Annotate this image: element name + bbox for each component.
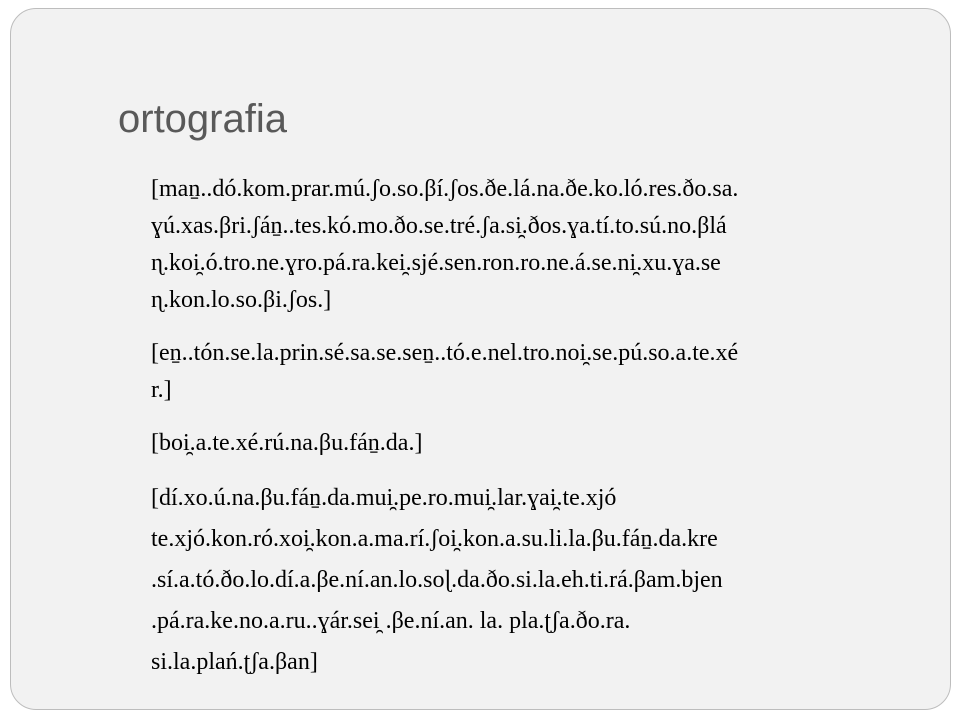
transcription-line: [eṉ..tón.se.la.prin.sé.sa.se.seṉ..tó.e.nel.tro.noi̯.se.pú.so.a.te.xé bbox=[151, 340, 739, 366]
transcription-line: [boi̯.a.te.xé.rú.na.βu.fáṉ.da.] bbox=[151, 430, 423, 456]
transcription-line: [dí.xo.ú.na.βu.fáṉ.da.mui̯.pe.ro.mui̯.lar.ɣai̯.te.xjó bbox=[151, 485, 617, 511]
transcription-line: te.xjó.kon.ró.xoi̯.kon.a.ma.rí.ʃoi̯.kon.a.su.li.la.βu.fáṉ.da.kre bbox=[151, 526, 718, 552]
transcription-line: ɳ.koi̯.ó.tro.ne.ɣro.pá.ra.kei̯.sjé.sen.ron.ro.ne.á.se.ni̯.xu.ɣa.se bbox=[151, 250, 721, 276]
slide bbox=[10, 8, 951, 710]
transcription-paragraph-1 bbox=[129, 171, 919, 319]
slide-title: ortografia bbox=[118, 97, 287, 141]
transcription-line: r.] bbox=[151, 377, 172, 403]
transcription-line: ɣú.xas.βri.ʃáṉ..tes.kó.mo.ðo.se.tré.ʃa.si̯.ðos.ɣa.tí.to.sú.no.βlá bbox=[151, 213, 727, 239]
transcription-line: [maṉ..dó.kom.prar.mú.ʃo.so.βí.ʃos.ðe.lá.na.ðe.ko.ló.res.ðo.sa. bbox=[151, 176, 739, 202]
transcription-paragraph-4 bbox=[129, 478, 919, 683]
transcription-line: .sí.a.tó.ðo.lo.dí.a.βe.ní.an.lo.soɭ.da.ðo.si.la.eh.ti.rá.βam.bjen bbox=[151, 567, 723, 593]
transcription-paragraph-3 bbox=[129, 425, 919, 462]
transcription-line: .pá.ra.ke.no.a.ru..ɣár.sei̯ .βe.ní.an. la. pla.ʈʃa.ðo.ra. bbox=[151, 608, 631, 634]
transcription-line: si.la.plań.ʈʃa.βan] bbox=[151, 649, 318, 675]
slide-body bbox=[129, 171, 919, 699]
transcription-line: ɳ.kon.lo.so.βi.ʃos.] bbox=[151, 287, 332, 313]
transcription-paragraph-2 bbox=[129, 335, 919, 409]
